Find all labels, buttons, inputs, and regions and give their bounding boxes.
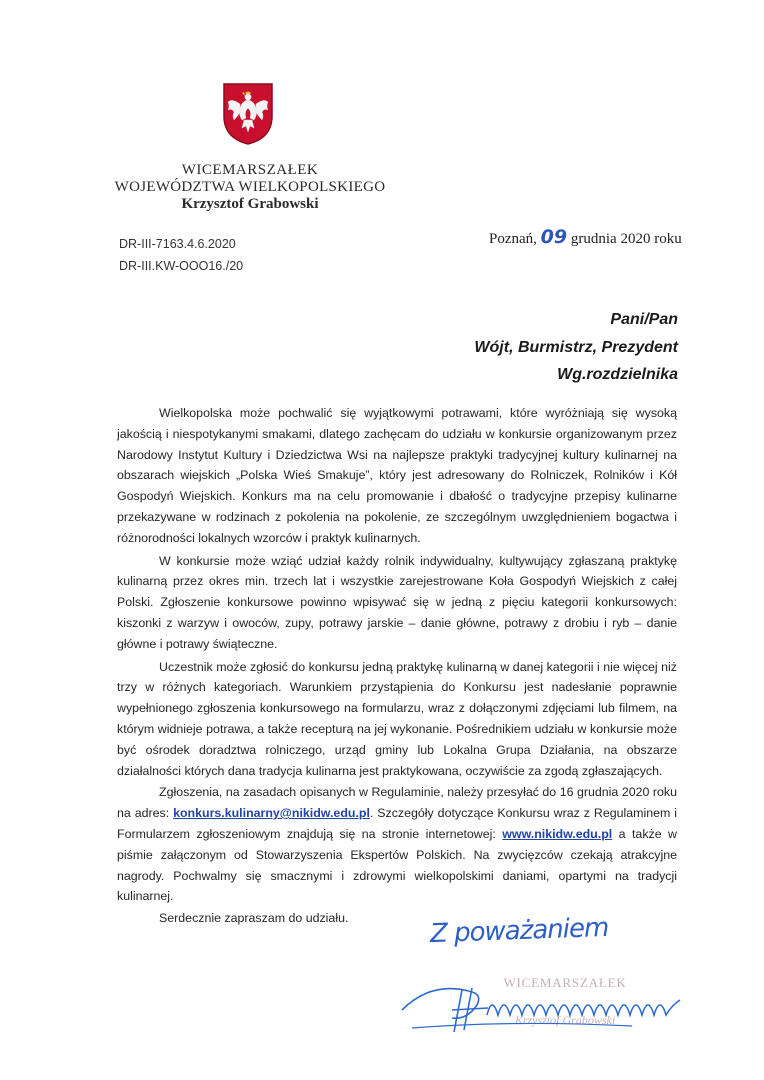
addressee-line-1: Pani/Pan (610, 311, 678, 328)
letter-body (117, 403, 677, 929)
paragraph (117, 782, 677, 907)
website-link[interactable]: www.nikidw.edu.pl (502, 826, 613, 841)
date-city: Poznań, (489, 231, 537, 247)
email-link[interactable]: konkurs.kulinarny@nikidw.edu.pl (173, 806, 370, 821)
reference-number-2: DR-III.KW-OOO16./20 (119, 259, 244, 273)
reference-number: DR-III-7163.4.6.2020 (119, 237, 236, 251)
paragraph-text: Zgłoszenia, na zasadach opisanych w Regulaminie, należy przesyłać do 16 grudnia 2020 roku na adres: (117, 785, 677, 821)
paragraph: W konkursie może wziąć udział każdy rolnik indywidualny, kultywujący zgłaszaną praktykę kulinarną przez okres min. trzech lat i wszystkie zarejestrowane Koła Gospodyń Wiejskich z całej Polski. Zgłoszenie konkursowe powinno wpisywać się w jedną z pięciu kategorii konkursowych: kiszonki z warzyw i owoców, zupy, potrawy jarskie – danie główne, potrawy z drobiu i ryb – danie główne i potrawy świąteczne. (117, 553, 677, 651)
addressee-line-3: Wg.rozdzielnika (557, 366, 678, 383)
addressee-line-2: Wójt, Burmistrz, Prezydent (474, 339, 678, 356)
handwritten-closing: Z poważaniem (429, 912, 609, 950)
paragraph-text: a także w piśmie załączonym od Stowarzyszenia Ekspertów Polskich. Na zwycięzców czekają atrakcyjne nagrody. Pochwalmy się smacznymi i zdrowymi wielkopolskimi daniami, opartymi na tradycji kulinarnej. (117, 826, 677, 904)
header-name: Krzysztof Grabowski (181, 196, 319, 212)
paragraph: Serdecznie zapraszam do udziału. (159, 911, 349, 926)
paragraph-text: . Szczegóły dotyczące Konkursu wraz z Regulaminem i Formularzem zgłoszeniowym znajdują się na stronie internetowej: (117, 806, 677, 841)
date-rest: grudnia 2020 roku (570, 231, 682, 247)
date-line (489, 226, 682, 248)
paragraph: Wielkopolska może pochwalić się wyjątkowymi potrawami, które wyróżniają się wysoką jakością i niespotykanymi smakami, dlatego zachęcam do udziału w konkursie organizowanym przez Narodowy Instytut Kultury i Dziedzictwa Wsi na najlepsze praktyki tradycyjnej kultury kulinarnej na obszarach wiejskich „Polska Wieś Smakuje”, który jest adresowany do Rolniczek, Rolników i Kół Gospodyń Wiejskich. Konkurs ma na celu promowanie i dbałość o tradycyjne przepisy kulinarne przekazywane w rodzinach z pokolenia na pokolenie, ze szczególnym uwzględnieniem bogactwa i różnorodności lokalnych wzorców i praktyk kulinarnych. (117, 406, 677, 545)
header-title: WICEMARSZAŁEK (181, 162, 319, 178)
stamp-name: Krzysztof Grabowski (514, 1013, 616, 1027)
stamp-title: WICEMARSZAŁEK (503, 975, 627, 990)
date-day-handwritten: 09 (540, 226, 568, 248)
header-subtitle: WOJEWÓDZTWA WIELKOPOLSKIEGO (114, 179, 386, 195)
paragraph: Uczestnik może zgłosić do konkursu jedną praktykę kulinarną w danej kategorii i nie więcej niż trzy w różnych kategoriach. Warunkiem przystąpienia do Konkursu jest nadesłanie poprawnie wypełnionego zgłoszenia konkursowego na formularzu, wraz z dołączonymi zdjęciami lub filmem, na którym widnieje potrawa, a także recepturą na jej wykonanie. Pośrednikiem udziału w konkursie może być ośrodek doradztwa rolniczego, urząd gminy lub Lokalna Grupa Działania, na obszarze działalności których dana tradycja kulinarna jest praktykowana, oczywiście za zgodą zgłaszających. (117, 659, 677, 778)
coat-of-arms-icon (222, 82, 274, 146)
signature-scribble (392, 970, 692, 1050)
